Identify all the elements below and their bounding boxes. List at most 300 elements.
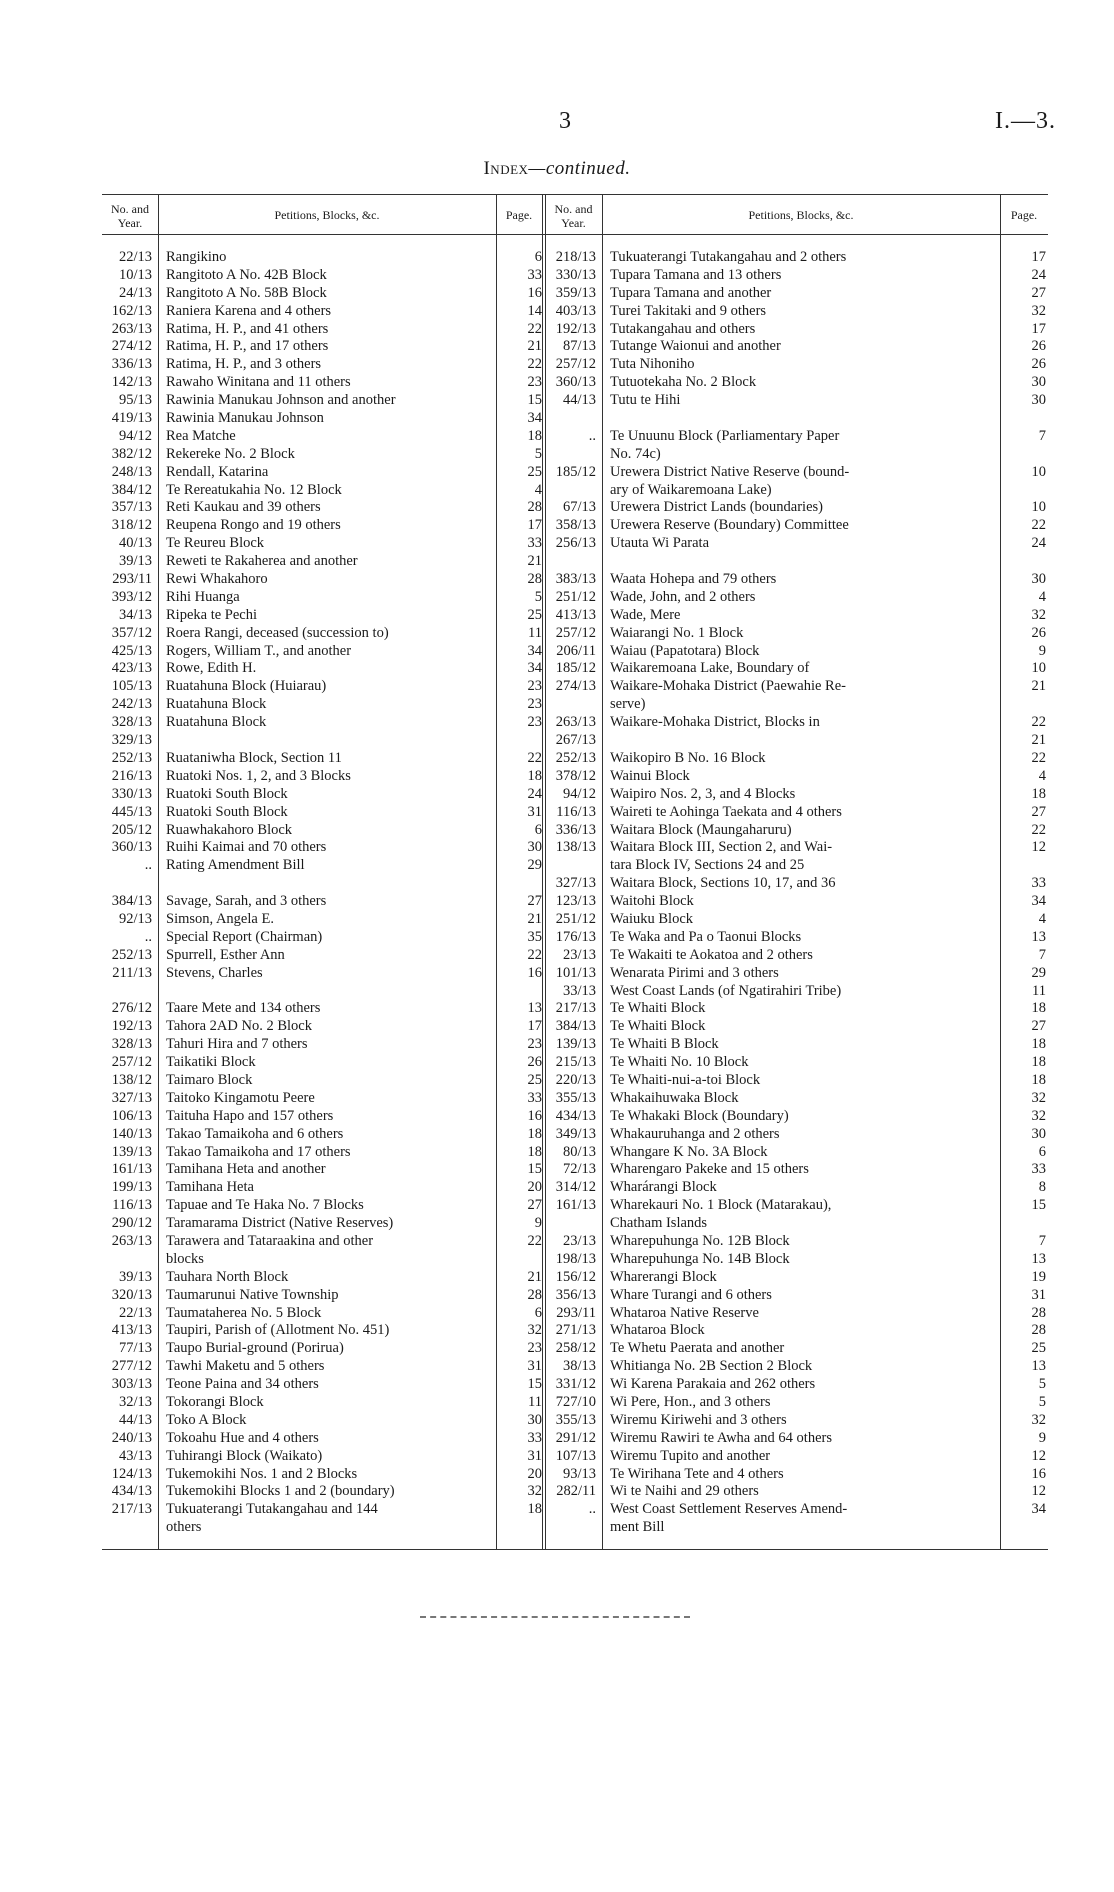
entry-page: 5 (1038, 1394, 1046, 1410)
entry-description: Wiremu Rawiri te Awha and 64 others (610, 1429, 832, 1446)
entry-description: Waikare-Mohaka District (Paewahie Re- (610, 678, 846, 695)
entry-page: 10 (1031, 463, 1046, 480)
index-entry-row (102, 1251, 542, 1269)
entry-description: Te Whaiti Block (610, 1018, 706, 1035)
entry-page (1000, 446, 1050, 464)
entry-number-year: 140/13 (111, 1125, 152, 1142)
index-entry-row (545, 1269, 1048, 1287)
entry-number-year: 419/13 (111, 410, 152, 427)
entry-page: 18 (1031, 1036, 1046, 1053)
table-header-rule (102, 234, 1048, 235)
entry-description: Ruatahuna Block (166, 714, 267, 731)
entry-number-year: 423/13 (111, 660, 152, 677)
index-entry-row (545, 1179, 1048, 1197)
entry-description: West Coast Lands (of Ngatirahiri Tribe) (610, 982, 842, 999)
entry-description: Taupo Burial-ground (Porirua) (166, 1340, 344, 1357)
entry-page: 30 (1031, 392, 1046, 409)
entry-page: 30 (527, 1411, 542, 1428)
entry-page: 28 (527, 571, 542, 588)
entry-number-year: 138/13 (555, 839, 596, 856)
entry-number-year: 355/13 (555, 1089, 596, 1106)
entry-page: 7 (1038, 1232, 1046, 1249)
entry-page: 12 (1031, 1483, 1046, 1500)
entry-number-year: 413/13 (555, 606, 596, 623)
entry-description: Ratima, H. P., and 41 others (166, 320, 329, 337)
entry-number-year: 413/13 (111, 1322, 152, 1339)
entry-page (496, 1251, 546, 1269)
entry-page: 34 (527, 642, 542, 659)
entry-page: 25 (527, 606, 542, 623)
entry-description: Whakauruhanga and 2 others (610, 1125, 780, 1142)
index-entry-row (545, 374, 1048, 392)
entry-number-year: 94/12 (118, 427, 152, 444)
entry-page: 6 (534, 1304, 542, 1321)
index-entry-row (545, 1197, 1048, 1215)
entry-description: Waata Hohepa and 79 others (610, 571, 777, 588)
index-entry-row (102, 535, 542, 553)
index-entry-row (102, 911, 542, 929)
entry-page: 22 (1031, 821, 1046, 838)
entry-page (1000, 553, 1050, 571)
entry-number-year: 217/13 (111, 1501, 152, 1518)
entry-page: 32 (1031, 1089, 1046, 1106)
entry-number-year: 727/10 (555, 1394, 596, 1410)
index-entry-row (545, 1054, 1048, 1072)
entry-number-year: 248/13 (111, 463, 152, 480)
entry-page: 31 (527, 1358, 542, 1375)
entry-page: 21 (527, 338, 542, 355)
entry-description: Wharekauri No. 1 Block (Matarakau), (610, 1197, 832, 1214)
index-entry-row (545, 267, 1048, 285)
index-entry-row (545, 499, 1048, 517)
entry-description: Te Waka and Pa o Taonui Blocks (610, 928, 802, 945)
index-entry-row (102, 678, 542, 696)
entry-page: 18 (1031, 1071, 1046, 1088)
entry-page: 9 (1038, 642, 1046, 659)
index-entry-row (545, 1305, 1048, 1323)
entry-number-year: 384/12 (111, 481, 152, 498)
entry-number-year: 393/12 (111, 588, 152, 605)
entry-page: 22 (1031, 714, 1046, 731)
entry-description: Whare Turangi and 6 others (610, 1286, 772, 1303)
entry-description: Urewera District Native Reserve (bound- (610, 463, 850, 480)
entry-description: Whataroa Native Reserve (610, 1304, 759, 1321)
index-entry-row (545, 285, 1048, 303)
index-entry-row (545, 356, 1048, 374)
entry-page: 15 (527, 392, 542, 409)
entry-description: Rangitoto A No. 58B Block (166, 284, 327, 301)
entry-number-year (545, 482, 602, 500)
index-entry-row (545, 517, 1048, 535)
header-page-left: Page. (505, 208, 533, 222)
entry-description: Ruatoki Nos. 1, 2, and 3 Blocks (166, 767, 351, 784)
entry-number-year: 72/13 (562, 1161, 596, 1178)
index-entry-row (102, 804, 542, 822)
entry-description: Te Whakaki Block (Boundary) (610, 1107, 789, 1124)
entry-number-year: 162/13 (111, 302, 152, 319)
entry-description: Tapuae and Te Haka No. 7 Blocks (166, 1197, 364, 1214)
entry-number-year (545, 553, 602, 571)
entry-description: Reupena Rongo and 19 others (166, 517, 341, 534)
entry-description: Tukemokihi Blocks 1 and 2 (boundary) (166, 1483, 395, 1500)
entry-description: Whakaihuwaka Block (610, 1089, 739, 1106)
entry-description: tara Block IV, Sections 24 and 25 (610, 857, 805, 874)
index-entry-row (545, 625, 1048, 643)
entry-page: 30 (527, 839, 542, 856)
entry-number-year: 217/13 (555, 1000, 596, 1017)
entry-description (158, 732, 496, 750)
entry-page: 23 (527, 678, 542, 695)
entry-page: 33 (527, 535, 542, 552)
index-entry-row (545, 321, 1048, 339)
entry-page: 4 (1038, 767, 1046, 784)
entry-description: Taitoko Kingamotu Peere (166, 1089, 315, 1106)
index-entry-row (102, 1144, 542, 1162)
entry-description: Toko A Block (166, 1411, 247, 1428)
entry-number-year: 216/13 (111, 767, 152, 784)
entry-description: Waitohi Block (610, 893, 694, 910)
entry-number-year: 185/12 (555, 463, 596, 480)
entry-description: Tauhara North Block (166, 1268, 289, 1285)
entry-number-year: 251/12 (555, 910, 596, 927)
entry-number-year: 92/13 (118, 910, 152, 927)
entry-page: 4 (534, 481, 542, 498)
entry-page: 10 (1031, 660, 1046, 677)
entry-description: Urewera Reserve (Boundary) Committee (610, 517, 849, 534)
index-entry-row (102, 750, 542, 768)
index-entry-row (102, 1466, 542, 1484)
index-entry-row (102, 768, 542, 786)
index-entry-row (102, 1036, 542, 1054)
entry-description: Ripeka te Pechi (166, 606, 258, 623)
entry-number-year: 176/13 (555, 928, 596, 945)
index-entry-row (102, 428, 542, 446)
entry-page: 34 (527, 660, 542, 677)
index-entry-row (545, 1000, 1048, 1018)
entry-number-year: 39/13 (118, 553, 152, 570)
entry-description: Wharepuhunga No. 12B Block (610, 1232, 790, 1249)
entry-description: Te Wakaiti te Aokatoa and 2 others (610, 946, 813, 963)
entry-number-year: 359/13 (555, 284, 596, 301)
index-entry-row (545, 482, 1048, 500)
entry-number-year (102, 1251, 158, 1269)
entry-description: Te Wirihana Tete and 4 others (610, 1465, 784, 1482)
index-entry-row (545, 929, 1048, 947)
entry-description: Wenarata Pirimi and 3 others (610, 964, 779, 981)
index-entry-row (545, 392, 1048, 410)
entry-description: Rea Matche (166, 427, 236, 444)
entry-description: Te Whaiti No. 10 Block (610, 1054, 749, 1071)
entry-description: blocks (166, 1250, 204, 1267)
entry-number-year: 116/13 (556, 803, 596, 820)
entry-page: 13 (1031, 928, 1046, 945)
entry-number-year: 43/13 (118, 1447, 152, 1464)
entry-page: 32 (527, 1322, 542, 1339)
entry-number-year: 220/13 (555, 1071, 596, 1088)
entry-number-year (545, 857, 602, 875)
entry-description: Takao Tamaikoha and 17 others (166, 1143, 351, 1160)
entry-page: 22 (527, 1232, 542, 1249)
index-entry-row (545, 1519, 1048, 1537)
entry-description: Te Whaiti B Block (610, 1036, 719, 1053)
entry-page: 8 (1038, 1179, 1046, 1196)
entry-page: 21 (527, 1268, 542, 1285)
entry-number-year (545, 446, 602, 464)
entry-page: 23 (527, 374, 542, 391)
index-entry-row (102, 589, 542, 607)
entry-page (496, 732, 546, 750)
entry-number-year: 101/13 (555, 964, 596, 981)
index-entry-row (102, 356, 542, 374)
entry-description (602, 410, 1000, 428)
index-entry-row (545, 1126, 1048, 1144)
entry-description (158, 983, 496, 1001)
entry-number-year: 252/13 (111, 946, 152, 963)
entry-number-year: 218/13 (555, 249, 596, 265)
header-no-year-left: No. and Year. (111, 202, 149, 230)
entry-page: 19 (1031, 1268, 1046, 1285)
index-entry-row (102, 714, 542, 732)
entry-description (158, 875, 496, 893)
entry-page: 31 (1031, 1286, 1046, 1303)
entry-description: Utauta Wi Parata (610, 535, 710, 552)
entry-description: Ruatahuna Block (Huiarau) (166, 678, 327, 695)
index-entry-row (102, 1305, 542, 1323)
entry-page: 26 (527, 1054, 542, 1071)
entry-number-year: 161/13 (111, 1161, 152, 1178)
entry-page: 7 (1038, 946, 1046, 963)
page-number: 3 (559, 108, 571, 134)
entry-description: Te Unuunu Block (Parliamentary Paper (610, 427, 840, 444)
index-entry-row (102, 857, 542, 875)
index-entry-row (102, 1090, 542, 1108)
entry-description: Savage, Sarah, and 3 others (166, 893, 327, 910)
entry-number-year: 106/13 (111, 1107, 152, 1124)
entry-number-year: 293/11 (556, 1304, 596, 1321)
entry-page: 25 (527, 1071, 542, 1088)
entry-description: Taituha Hapo and 157 others (166, 1107, 334, 1124)
index-entry-row (545, 893, 1048, 911)
index-entry-row (102, 1215, 542, 1233)
index-entry-row (102, 553, 542, 571)
entry-description: Wainui Block (610, 767, 690, 784)
entry-number-year: 87/13 (562, 338, 596, 355)
index-entry-row (545, 1287, 1048, 1305)
entry-page: 32 (1031, 606, 1046, 623)
entry-page: 22 (1031, 517, 1046, 534)
index-entry-row (545, 1430, 1048, 1448)
entry-description: Rawinia Manukau Johnson and another (166, 392, 396, 409)
entry-page (1000, 696, 1050, 714)
entry-page: 35 (527, 928, 542, 945)
entry-page: 13 (527, 1000, 542, 1017)
entry-number-year: 274/13 (555, 678, 596, 695)
entry-number-year: 251/12 (555, 588, 596, 605)
entry-number-year: 205/12 (111, 821, 152, 838)
entry-description: Wiremu Kiriwehi and 3 others (610, 1411, 787, 1428)
entry-description: Waitara Block III, Section 2, and Wai- (610, 839, 833, 856)
entry-number-year: 44/13 (118, 1411, 152, 1428)
index-entry-row (545, 303, 1048, 321)
index-entry-row (102, 875, 542, 893)
entry-page (1000, 1519, 1050, 1537)
entry-description: ary of Waikaremoana Lake) (610, 481, 772, 498)
index-entry-row (545, 410, 1048, 428)
entry-page: 20 (527, 1179, 542, 1196)
entry-description: Tahora 2AD No. 2 Block (166, 1018, 312, 1035)
index-entry-row (102, 499, 542, 517)
entry-description: Ruatahuna Block (166, 696, 267, 713)
entry-page: 16 (1031, 1465, 1046, 1482)
entry-number-year: 263/13 (111, 320, 152, 337)
entry-page: 27 (527, 893, 542, 910)
entry-page: 28 (1031, 1322, 1046, 1339)
entry-number-year: 384/13 (111, 893, 152, 910)
entry-page: 26 (1031, 338, 1046, 355)
entry-number-year: 198/13 (555, 1250, 596, 1267)
entry-page: 22 (1031, 749, 1046, 766)
entry-page: 17 (1031, 320, 1046, 337)
entry-page: 20 (527, 1465, 542, 1482)
entry-number-year: 356/13 (555, 1286, 596, 1303)
index-entry-row (102, 392, 542, 410)
entry-number-year: 95/13 (118, 392, 152, 409)
entry-page: 32 (1031, 1107, 1046, 1124)
entry-number-year: .. (144, 857, 152, 874)
entry-page (496, 875, 546, 893)
entry-number-year: 318/12 (111, 517, 152, 534)
entry-number-year: 142/13 (111, 374, 152, 391)
entry-description: Taimaro Block (166, 1071, 253, 1088)
entry-page: 21 (527, 910, 542, 927)
entry-description: ment Bill (610, 1519, 665, 1536)
entry-page: 5 (534, 588, 542, 605)
index-entry-row (545, 1108, 1048, 1126)
index-entry-row (545, 535, 1048, 553)
index-entry-row (545, 696, 1048, 714)
entry-description: others (166, 1519, 202, 1536)
entry-description: Wi Pere, Hon., and 3 others (610, 1394, 771, 1410)
entry-number-year: 10/13 (118, 266, 152, 283)
entry-page: 18 (527, 1143, 542, 1160)
entry-number-year: 349/13 (555, 1125, 596, 1142)
entry-description: Tarawera and Tataraakina and other (166, 1232, 374, 1249)
entry-number-year: 267/13 (555, 732, 596, 749)
entry-description: Waiau (Papatotara) Block (610, 642, 760, 659)
entry-description: Special Report (Chairman) (166, 928, 323, 945)
index-entry-row (545, 1483, 1048, 1501)
entry-page: 25 (527, 463, 542, 480)
entry-number-year (545, 1519, 602, 1537)
index-entry-row (102, 1501, 542, 1519)
entry-description: Whitianga No. 2B Section 2 Block (610, 1358, 813, 1375)
index-entry-row (102, 839, 542, 857)
table-top-rule (102, 194, 1048, 195)
entry-description: Ruataniwha Block, Section 11 (166, 749, 342, 766)
entry-page: 22 (527, 749, 542, 766)
entry-description: Takao Tamaikoha and 6 others (166, 1125, 344, 1142)
entry-description: Ratima, H. P., and 3 others (166, 356, 322, 373)
entry-page: 15 (527, 1161, 542, 1178)
entry-description: Waipiro Nos. 2, 3, and 4 Blocks (610, 785, 796, 802)
entry-page: 27 (1031, 284, 1046, 301)
entry-number-year: 156/12 (555, 1268, 596, 1285)
entry-page: 10 (1031, 499, 1046, 516)
index-entry-row (102, 643, 542, 661)
entry-description: Tukuaterangi Tutakangahau and 2 others (610, 249, 847, 265)
entry-number-year: 39/13 (118, 1268, 152, 1285)
entry-page: 28 (527, 1286, 542, 1303)
index-entry-row (545, 804, 1048, 822)
entry-page: 18 (1031, 1000, 1046, 1017)
entry-description: Tawhi Maketu and 5 others (166, 1358, 325, 1375)
index-entry-row (102, 983, 542, 1001)
entry-number-year: 263/13 (111, 1232, 152, 1249)
entry-page: 5 (1038, 1376, 1046, 1393)
entry-number-year: 357/13 (111, 499, 152, 516)
index-entry-row (545, 1072, 1048, 1090)
index-entry-row (102, 732, 542, 750)
entry-page: 31 (527, 1447, 542, 1464)
entry-description: Tamihana Heta and another (166, 1161, 326, 1178)
entry-page: 22 (527, 946, 542, 963)
index-entry-row (545, 553, 1048, 571)
entry-page: 24 (1031, 535, 1046, 552)
index-entry-row (102, 1072, 542, 1090)
entry-description: Tutange Waionui and another (610, 338, 781, 355)
entry-description: West Coast Settlement Reserves Amend- (610, 1501, 848, 1518)
entry-description: Reti Kaukau and 39 others (166, 499, 321, 516)
entry-page: 18 (1031, 1054, 1046, 1071)
entry-number-year: 80/13 (562, 1143, 596, 1160)
entry-page: 34 (527, 410, 542, 427)
entry-page: 16 (527, 964, 542, 981)
entry-page: 14 (527, 302, 542, 319)
index-entry-row (102, 1233, 542, 1251)
entry-number-year (545, 410, 602, 428)
entry-number-year: 116/13 (112, 1197, 152, 1214)
entry-number-year (102, 1519, 158, 1537)
index-entry-row (545, 1215, 1048, 1233)
index-entry-row (545, 1466, 1048, 1484)
entry-description: Tamihana Heta (166, 1179, 254, 1196)
entry-description: Wharárangi Block (610, 1179, 717, 1196)
entry-description: Simson, Angela E. (166, 910, 274, 927)
entry-page: 12 (1031, 839, 1046, 856)
header-page-right: Page. (1010, 208, 1038, 222)
entry-page: 15 (527, 1376, 542, 1393)
index-entry-row (545, 249, 1048, 267)
entry-description: Tupara Tamana and 13 others (610, 266, 782, 283)
entry-page: 21 (527, 553, 542, 570)
index-entry-row (102, 1108, 542, 1126)
index-entry-row (102, 822, 542, 840)
index-entry-row (102, 464, 542, 482)
index-entry-row (102, 1161, 542, 1179)
entry-page: 13 (1031, 1250, 1046, 1267)
entry-number-year: 384/13 (555, 1018, 596, 1035)
entry-page: 23 (527, 1340, 542, 1357)
entry-number-year: 257/12 (555, 624, 596, 641)
entry-description: Wharengaro Pakeke and 15 others (610, 1161, 809, 1178)
index-entry-row (102, 1483, 542, 1501)
entry-description: Te Reureu Block (166, 535, 265, 552)
entry-number-year: 328/13 (111, 714, 152, 731)
entry-number-year: 161/13 (555, 1197, 596, 1214)
entry-page: 32 (527, 1483, 542, 1500)
entry-page: 33 (527, 1089, 542, 1106)
entry-page: 7 (1038, 427, 1046, 444)
